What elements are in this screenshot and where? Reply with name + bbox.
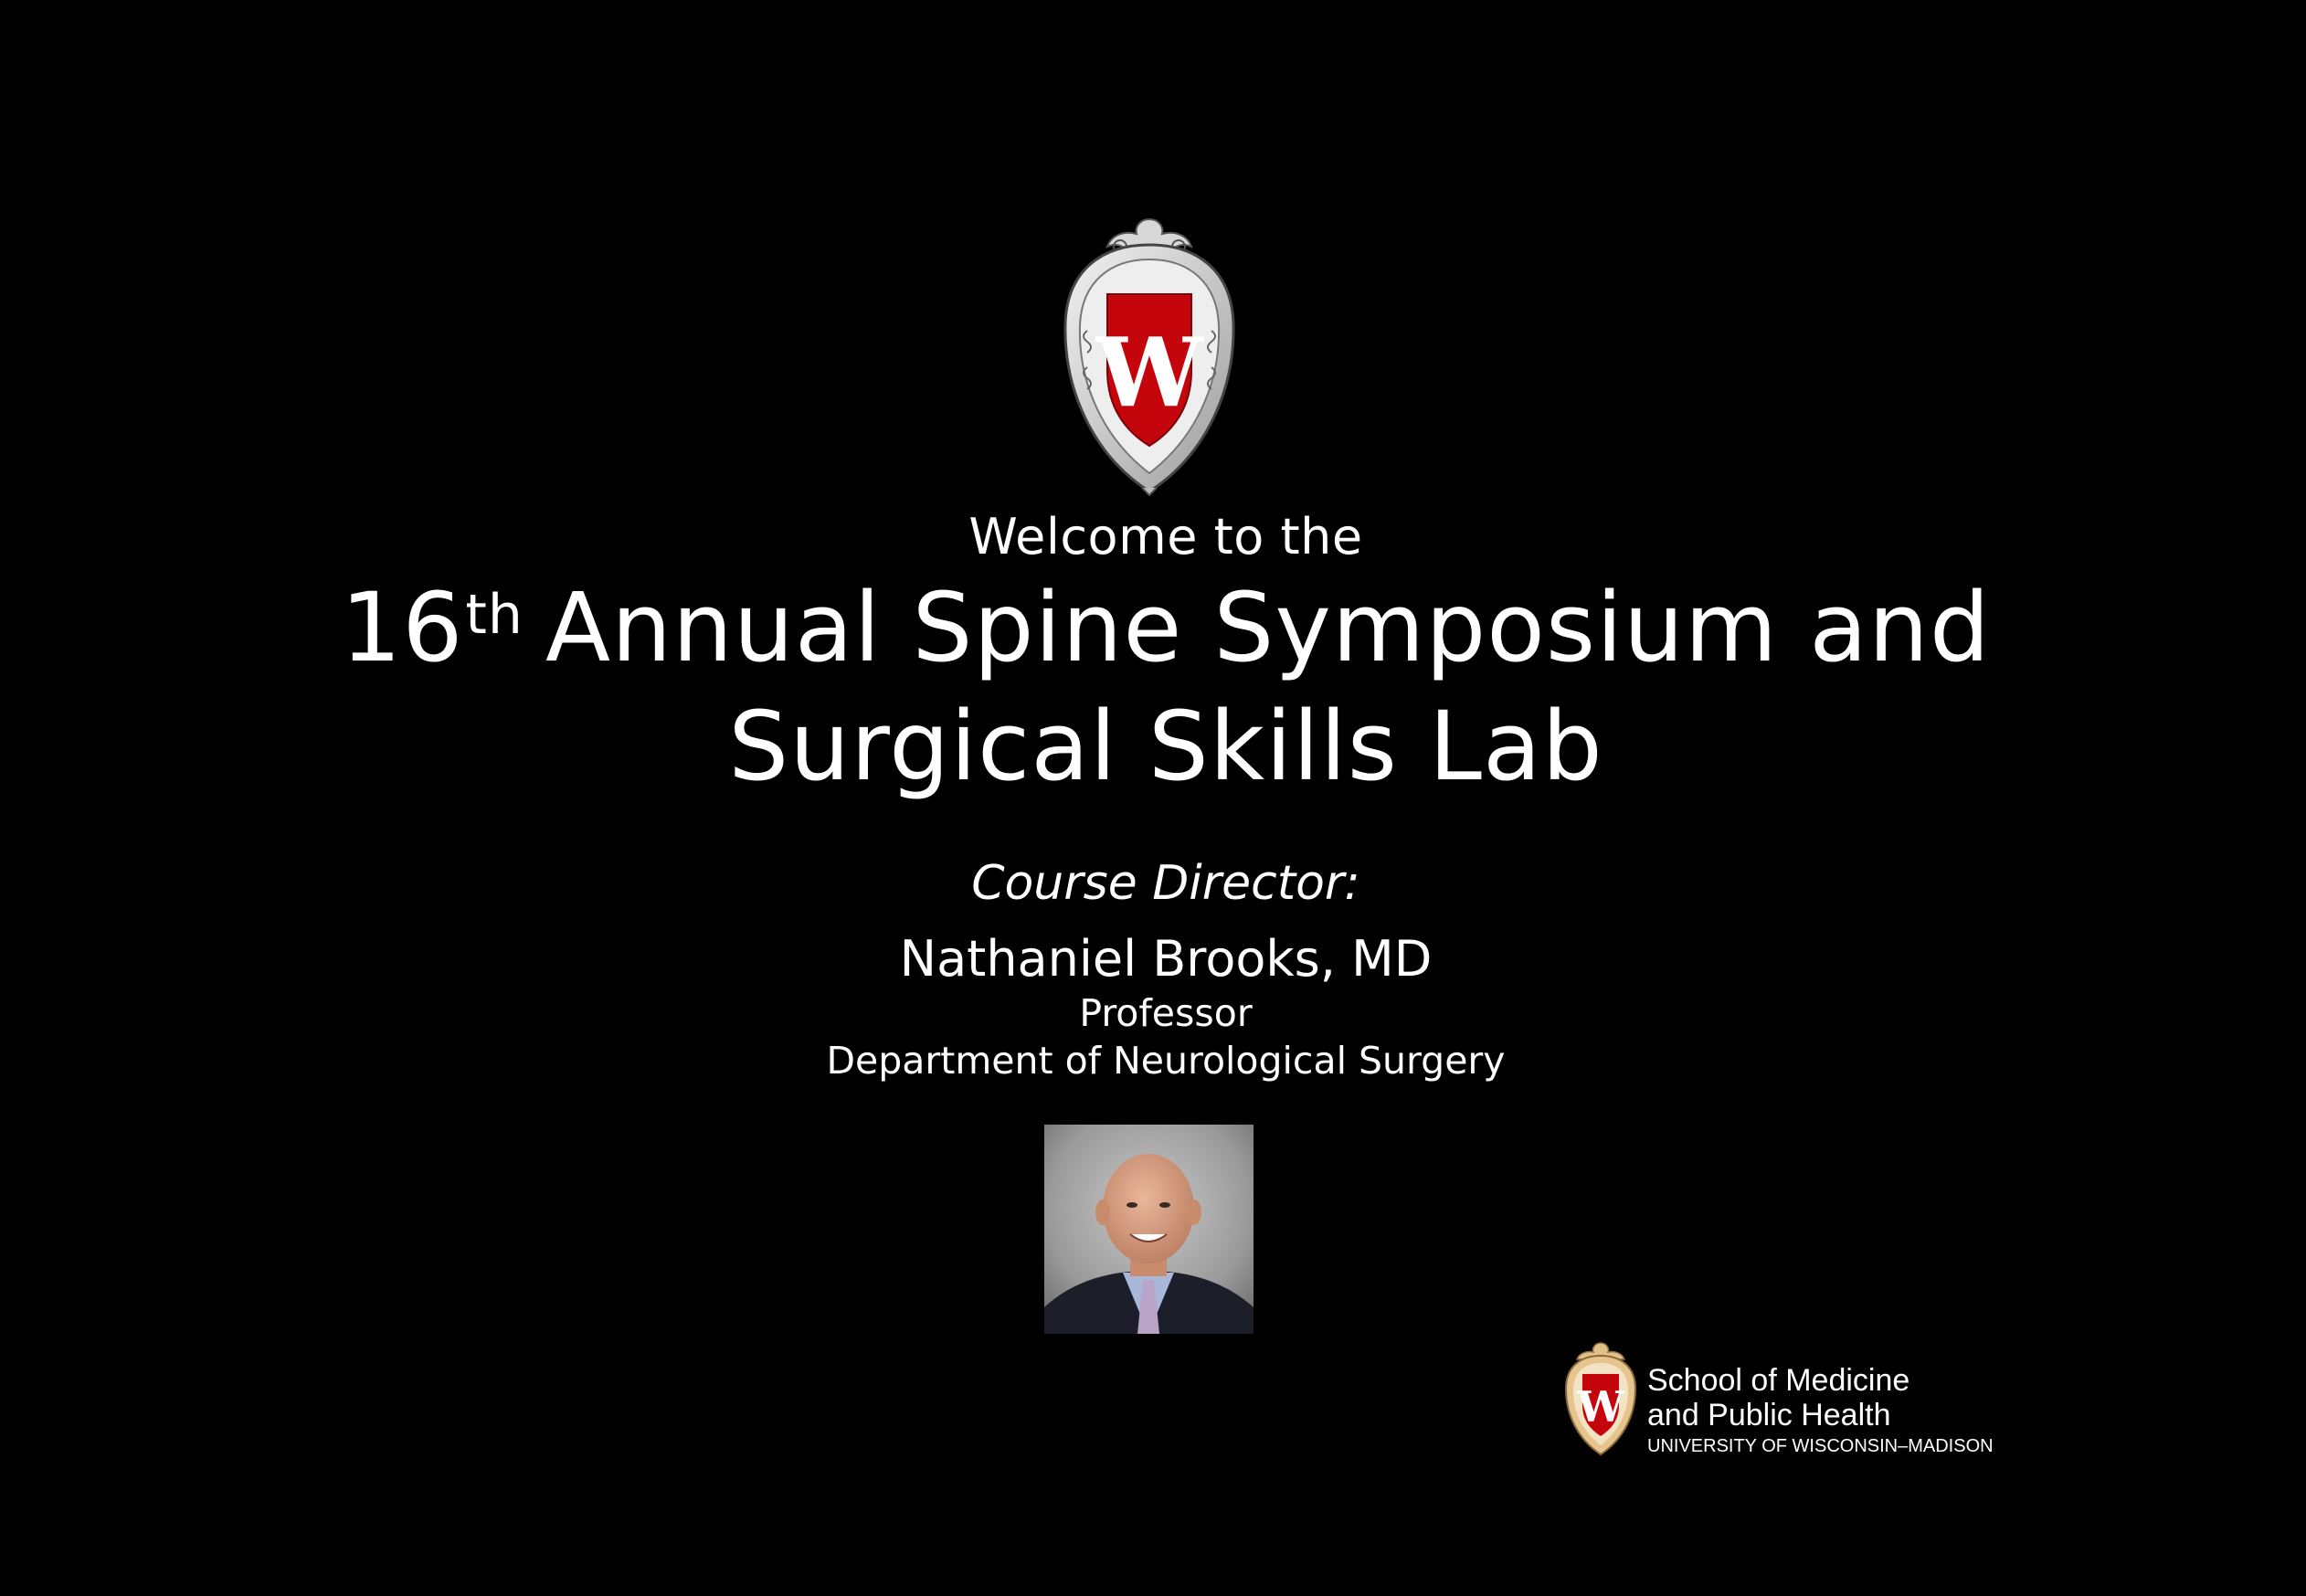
director-headshot-photo xyxy=(1044,1125,1253,1334)
footer-crest-letter: W xyxy=(1577,1382,1624,1432)
course-director-role: Professor xyxy=(1079,991,1253,1035)
smph-logo-text xyxy=(1647,1363,1994,1460)
course-director-label: Course Director: xyxy=(971,856,1360,911)
course-director-name: Nathaniel Brooks, MD xyxy=(899,930,1433,988)
course-director-department: Department of Neurological Surgery xyxy=(826,1039,1506,1083)
uw-crest-logo xyxy=(1060,216,1239,497)
crest-letter: W xyxy=(1095,316,1203,428)
welcome-text: Welcome to the xyxy=(968,508,1363,565)
slide-title-line2: Surgical Skills Lab xyxy=(728,691,1603,802)
title-line1-text: Annual Spine Symposium and xyxy=(545,572,1991,683)
smph-logo xyxy=(1564,1341,1994,1460)
uw-crest-small-icon xyxy=(1564,1341,1637,1456)
footer-line-3: UNIVERSITY OF WISCONSIN–MADISON xyxy=(1647,1436,1994,1456)
slide-title-line1 xyxy=(0,568,2306,687)
footer-line-2: and Public Health xyxy=(1647,1398,1891,1432)
title-ordinal-suffix: th xyxy=(465,583,524,647)
footer-line-1: School of Medicine xyxy=(1647,1363,1910,1398)
title-ordinal-number: 16 xyxy=(341,572,464,683)
